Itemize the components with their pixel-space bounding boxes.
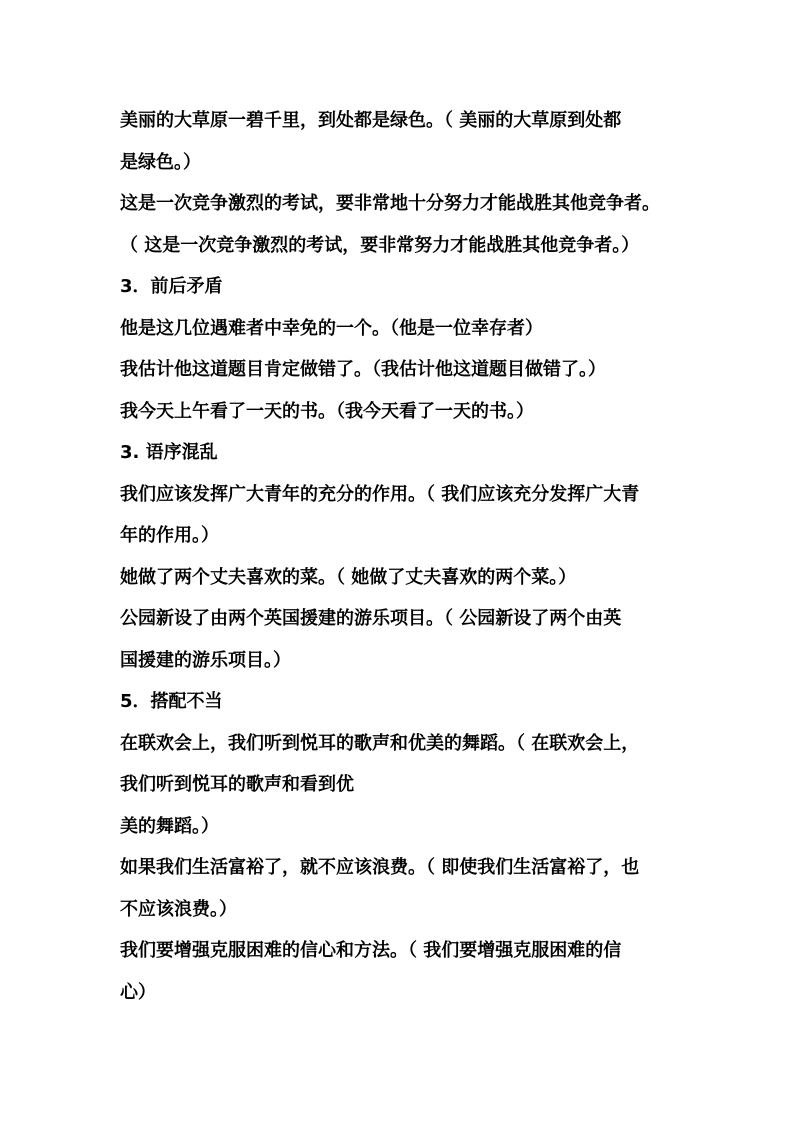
text-line: 我今天上午看了一天的书。（我今天看了一天的书。）	[120, 400, 534, 422]
text-line: 这是一次竞争激烈的考试，要非常地十分努力才能战胜其他竞争者。	[120, 193, 660, 214]
text-line: 如果我们生活富裕了，就不应该浪费。（ 即使我们生活富裕了，也	[120, 857, 640, 878]
section-heading: 5．搭配不当	[120, 691, 223, 712]
text-line: 我估计他这道题目肯定做错了。（我估计他这道题目做错了。）	[120, 359, 606, 380]
section-heading: 3．前后矛盾	[120, 276, 223, 297]
text-line: 是绿色。）	[120, 151, 201, 173]
text-line: 美的舞蹈。）	[120, 815, 219, 837]
text-line: 国援建的游乐项目。）	[120, 649, 291, 671]
text-line: 她做了两个丈夫喜欢的菜。（ 她做了丈夫喜欢的两个菜。）	[120, 566, 577, 588]
text-line: 我们听到悦耳的歌声和看到优	[120, 774, 354, 795]
text-line: 我们应该发挥广大青年的充分的作用。（ 我们应该充分发挥广大青	[120, 483, 640, 505]
text-line: （ 这是一次竞争激烈的考试，要非常努力才能战胜其他竞争者。）	[120, 234, 640, 256]
text-line: 美丽的大草原一碧千里，到处都是绿色。（ 美丽的大草原到处都	[120, 110, 622, 131]
text-line: 他是这几位遇难者中幸免的一个。（他是一位幸存者）	[120, 317, 543, 339]
text-line: 公园新设了由两个英国援建的游乐项目。（ 公园新设了两个由英	[120, 608, 622, 629]
document-body	[120, 100, 680, 1013]
text-line: 我们要增强克服困难的信心和方法。（ 我们要增强克服困难的信	[120, 940, 622, 961]
text-line: 不应该浪费。）	[120, 898, 237, 920]
text-line: 心）	[120, 981, 156, 1003]
text-line: 年的作用。）	[120, 525, 219, 546]
section-heading: 3. 语序混乱	[120, 442, 218, 463]
text-line: 在联欢会上，我们听到悦耳的歌声和优美的舞蹈。（ 在联欢会上，	[120, 732, 640, 754]
